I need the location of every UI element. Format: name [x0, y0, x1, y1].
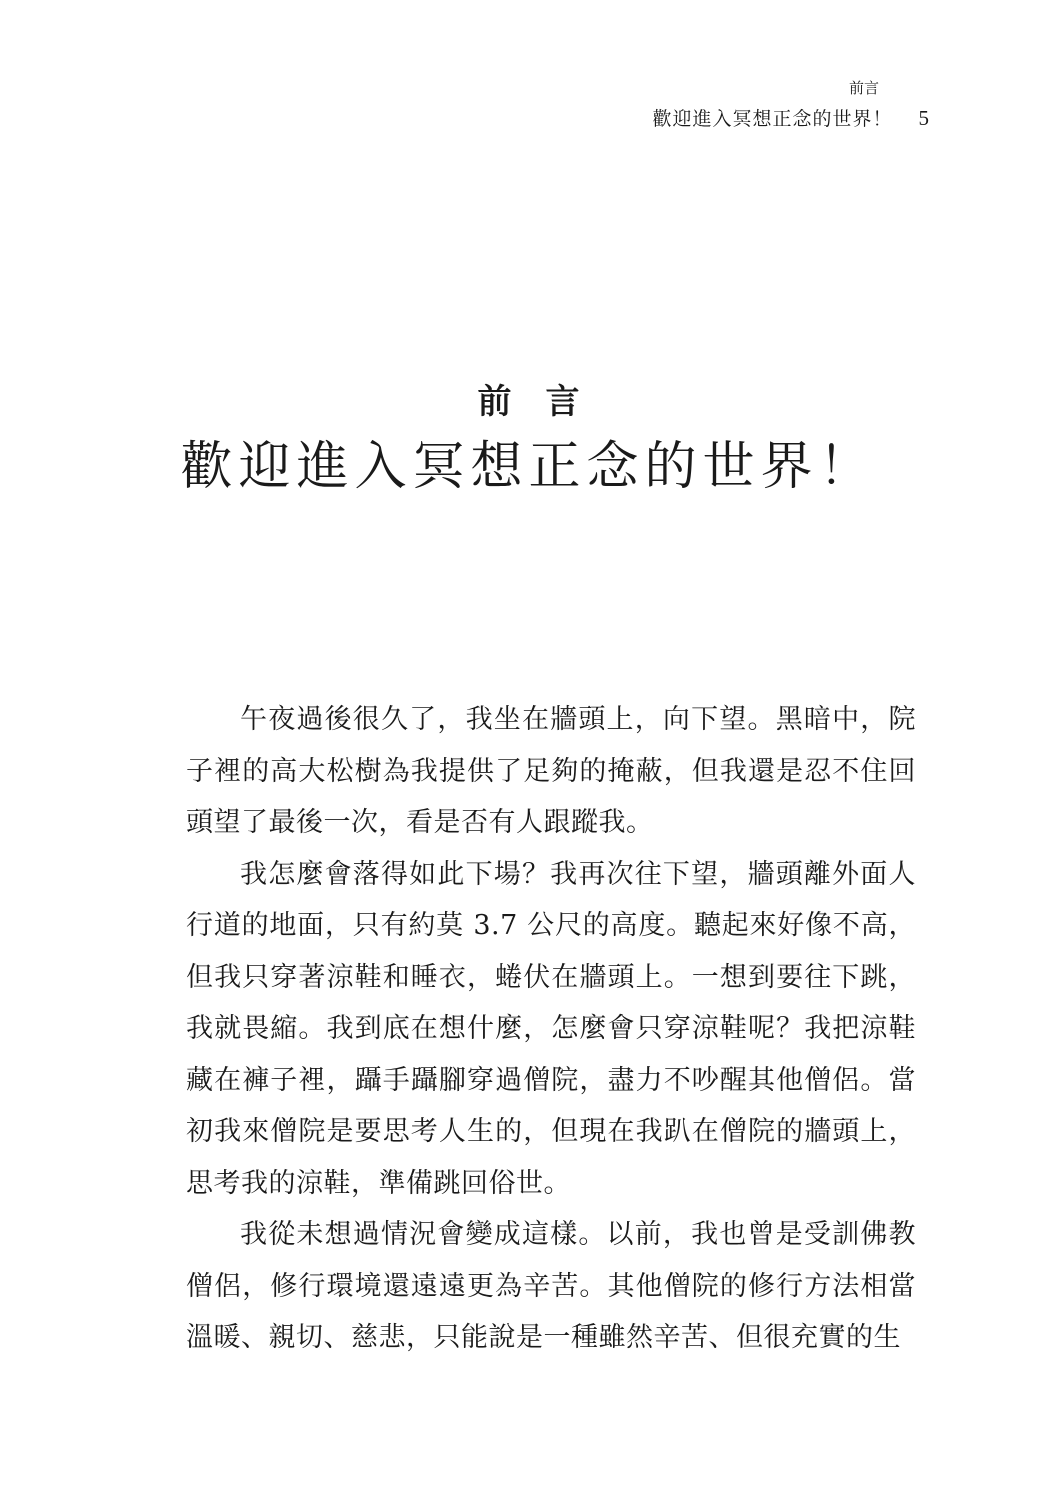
- paragraph-3: 我從未想過情況會變成這樣。以前，我也曾是受訓佛教僧侶，修行環境還遠遠更為辛苦。其他僧院的修行方法相當溫暖、親切、慈悲，只能說是一種雖然辛苦、但很充實的生: [186, 1219, 916, 1353]
- page-number: 5: [918, 106, 929, 130]
- chapter-title: 歡迎進入冥想正念的世界！: [180, 437, 877, 497]
- paragraph-2: 我怎麼會落得如此下場？我再次往下望，牆頭離外面人行道的地面，只有約莫 3.7 公尺的高度。聽起來好像不高，但我只穿著涼鞋和睡衣，蜷伏在牆頭上。一想到要往下跳，我就畏縮。我到底在想什麼，怎麼會只穿涼鞋呢？我把涼鞋藏在褲子裡，躡手躡腳穿過僧院，盡力不吵醒其他僧侶。當初我來僧院是要思考人生的，但現在我趴在僧院的牆頭上，思考我的涼鞋，準備跳回俗世。: [186, 858, 916, 1199]
- chapter-label: 前言: [477, 382, 614, 422]
- running-head-section: 前言: [848, 79, 879, 97]
- paragraph-1: 午夜過後很久了，我坐在牆頭上，向下望。黑暗中，院子裡的高大松樹為我提供了足夠的掩蔽，但我還是忍不住回頭望了最後一次，看是否有人跟蹤我。: [186, 704, 916, 838]
- running-head-title: 歡迎進入冥想正念的世界！: [652, 108, 893, 130]
- running-head-line: [652, 104, 929, 131]
- body-text: [186, 694, 916, 1364]
- chapter-heading: [0, 378, 1057, 502]
- running-head: [652, 78, 929, 131]
